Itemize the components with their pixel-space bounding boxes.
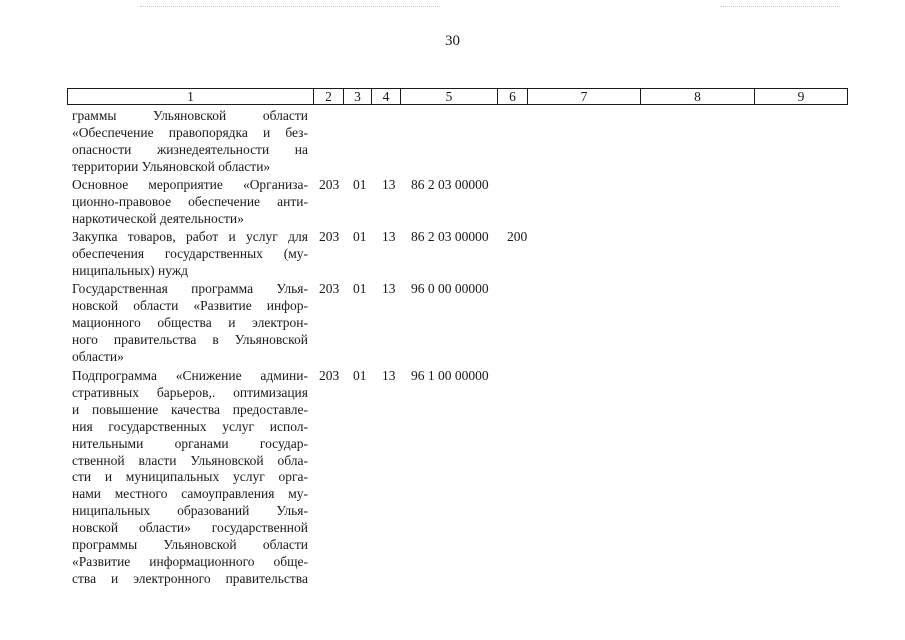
cell-target-article: 96 0 00 00000 (411, 281, 489, 296)
row-description-line: мационного общества и электрон- (72, 314, 308, 330)
cell-target-article: 96 1 00 00000 (411, 368, 489, 383)
header-col-8: 8 (641, 89, 755, 104)
cell-expense-type: 200 (507, 229, 528, 244)
header-col-9: 9 (797, 89, 805, 104)
row-description (72, 281, 308, 366)
header-col-3: 3 (344, 89, 372, 104)
cell-subsection: 01 (353, 229, 367, 244)
cell-subsection: 01 (353, 368, 367, 383)
row-description-line: ниципальных) нужд (72, 262, 189, 278)
header-col-7: 7 (528, 89, 641, 104)
row-description-line: новской области «Развитие инфор- (72, 297, 308, 313)
row-description-line: ства и электронного правительства (72, 570, 308, 586)
row-description (72, 368, 308, 588)
row-description-line: нительными органами государ- (72, 435, 308, 451)
row-description-line: нами местного самоуправления му- (72, 486, 308, 502)
row-description-line: сти и муниципальных услуг орга- (72, 469, 308, 485)
cell-section: 203 (319, 281, 340, 296)
row-description-line: «Развитие информационного обще- (72, 553, 308, 569)
cell-target-article: 86 2 03 00000 (411, 229, 489, 244)
row-description-line: ционно-правовое обеспечение анти- (72, 193, 308, 209)
row-description-line: области» (72, 348, 124, 364)
row-description-line: новской области» государственной (72, 520, 308, 536)
header-col-1: 1 (68, 89, 314, 104)
header-col-5: 5 (401, 89, 498, 104)
page-number: 30 (445, 33, 460, 49)
row-description-line: Закупка товаров, работ и услуг для (72, 229, 308, 244)
row-description-line: ниципальных образований Улья- (72, 503, 308, 519)
cell-subsection: 01 (353, 281, 367, 296)
row-description-line: ния государственных услуг испол- (72, 418, 308, 434)
row-description (72, 177, 308, 228)
row-description-line: граммы Ульяновской области (72, 108, 308, 123)
table-header (67, 88, 848, 105)
scan-artifact-top-left (140, 6, 440, 8)
cell-target-article: 86 2 03 00000 (411, 177, 489, 192)
row-description-line: и повышение качества предоставле- (72, 401, 308, 417)
scan-artifact-top-right (720, 6, 840, 8)
cell-section: 203 (319, 177, 340, 192)
row-description-line: Государственная программа Улья- (72, 281, 308, 296)
cell-subsection: 01 (353, 177, 367, 192)
cell-code: 13 (382, 177, 396, 192)
row-description-line: наркотической деятельности» (72, 210, 244, 226)
row-description (72, 108, 308, 176)
row-description-line: опасности жизнедеятельности на (72, 141, 308, 157)
header-col-2: 2 (314, 89, 344, 104)
row-description-line: программы Ульяновской области (72, 537, 308, 553)
header-col-6: 6 (498, 89, 528, 104)
row-description-line: обеспечения государственных (му- (72, 245, 308, 261)
row-description-line: ного правительства в Ульяновской (72, 331, 308, 347)
row-description-line: ственной власти Ульяновской обла- (72, 452, 308, 468)
cell-code: 13 (382, 368, 396, 383)
cell-code: 13 (382, 229, 396, 244)
row-description-line: Основное мероприятие «Организа- (72, 177, 308, 192)
row-description-line: Подпрограмма «Снижение админи- (72, 368, 308, 383)
row-description-line: стративных барьеров,. оптимизация (72, 384, 308, 400)
cell-code: 13 (382, 281, 396, 296)
cell-section: 203 (319, 229, 340, 244)
row-description (72, 229, 308, 280)
row-description-line: территории Ульяновской области» (72, 158, 271, 174)
row-description-line: «Обеспечение правопорядка и без- (72, 124, 308, 140)
header-col-4: 4 (372, 89, 401, 104)
cell-section: 203 (319, 368, 340, 383)
